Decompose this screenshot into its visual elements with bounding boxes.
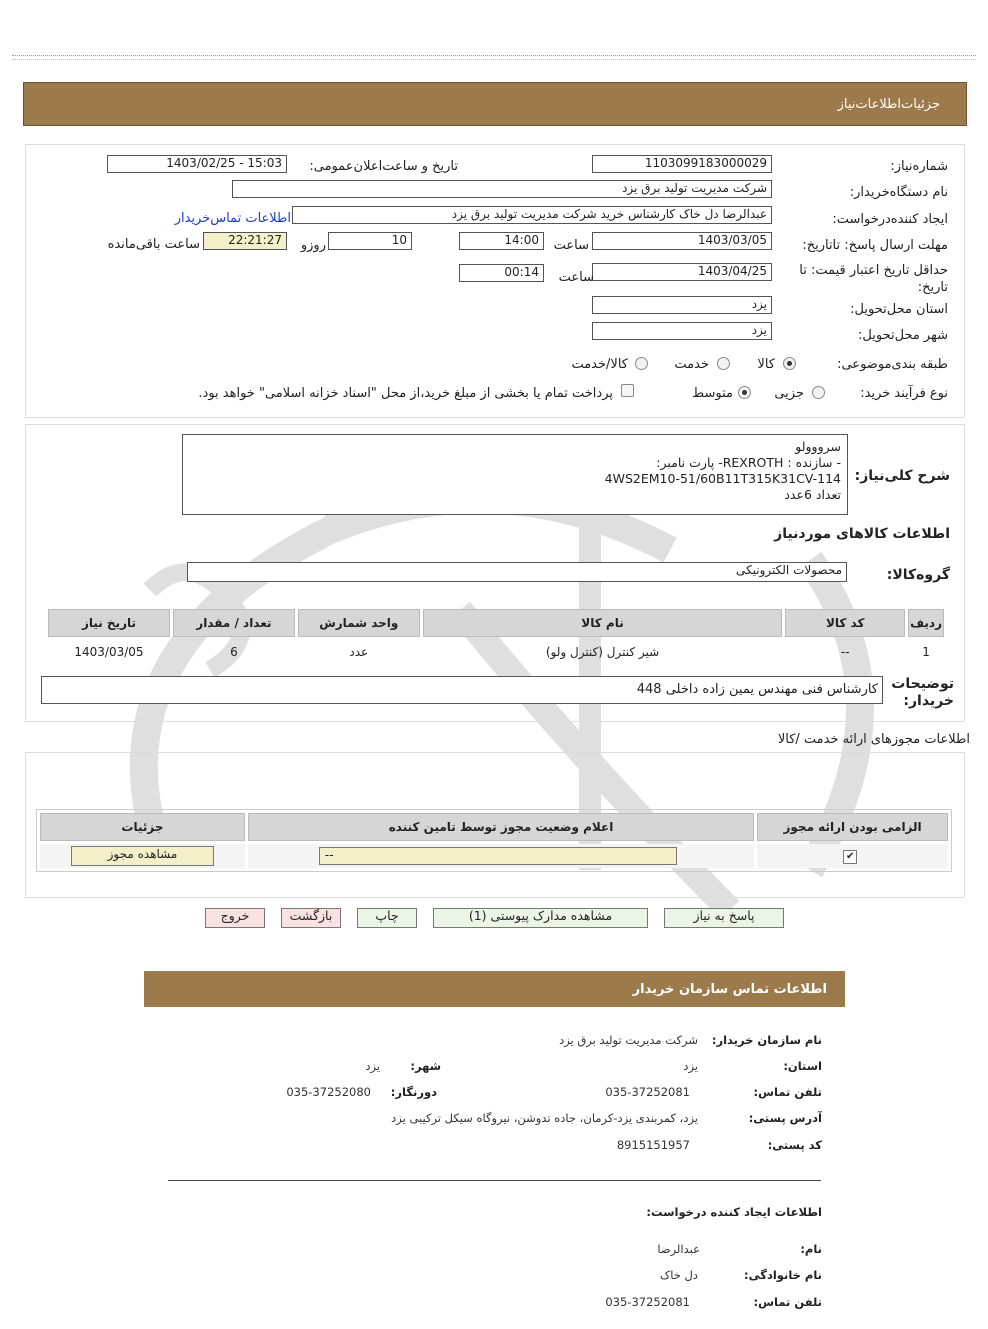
contact-title: اطلاعات تماس سازمان خریدار [632, 982, 827, 997]
goods-group-label: گروه‌کالا: [886, 567, 950, 583]
category-label: طبقه بندی‌موضوعی: [837, 357, 948, 372]
province-label: استان محل‌تحویل: [850, 302, 948, 317]
contact-buyer-link[interactable]: اطلاعات تماس‌خریدار [174, 211, 291, 226]
goods-section-title: اطلاعات کالاهای موردنیاز [774, 526, 950, 542]
creator-phone-label: تلفن تماس: [753, 1295, 822, 1309]
col-qty: تعداد / مقدار [173, 609, 295, 637]
province-value-2: یزد [683, 1059, 698, 1073]
table-row [40, 844, 948, 868]
cell-status [248, 844, 754, 868]
status-field: -- [319, 847, 677, 865]
remaining-time-field: 22:21:27 [203, 232, 287, 250]
phone-value: 035-37252081 [605, 1085, 690, 1099]
cell-required [757, 844, 948, 868]
creator-section-title: اطلاعات ایجاد کننده درخواست: [646, 1205, 822, 1219]
top-divider [12, 55, 976, 56]
required-checkbox-icon: ✔ [843, 850, 857, 864]
reply-button[interactable]: پاسخ به نیاز [664, 908, 784, 928]
cell-details [40, 844, 245, 868]
province-field: یزد [592, 296, 772, 314]
goods-table-header [48, 609, 944, 637]
goods-group-field: محصولات الکترونیکی [187, 562, 847, 582]
buyer-notes-field: کارشناس فنی مهندس یمین زاده داخلی 448 [41, 676, 883, 704]
category-radio-goods[interactable] [783, 357, 796, 370]
buyer-org-field: شرکت مدیریت تولید برق یزد [232, 180, 772, 198]
description-line: سرووولو [795, 439, 841, 454]
category-option-service: خدمت [674, 357, 709, 372]
process-option-minor: جزیی [774, 386, 804, 401]
payment-note: پرداخت تمام یا بخشی از مبلغ خرید،از محل "اسناد خزانه اسلامی" خواهد بود. [198, 386, 613, 401]
org-name-value: شرکت مدیریت تولید برق یزد [559, 1033, 698, 1047]
description-label: شرح کلی‌نیاز: [854, 468, 950, 484]
exit-button[interactable]: خروج [205, 908, 265, 928]
fax-value: 035-37252080 [286, 1085, 371, 1099]
days-label: روزو [300, 238, 326, 253]
cell-name: شیر کنترل (کنترل ولو) [545, 645, 660, 659]
city-value-2: یزد [365, 1059, 380, 1073]
first-name-label: نام: [800, 1242, 822, 1256]
col-code: کد کالا [785, 609, 905, 637]
deadline-label: مهلت ارسال پاسخ: تاتاریخ: [802, 238, 948, 253]
category-radio-service[interactable] [717, 357, 730, 370]
description-line: تعداد 6عدد [784, 487, 841, 502]
phone-label: تلفن تماس: [753, 1085, 822, 1099]
col-details: جزئیات [40, 813, 245, 841]
deadline-hour-label: ساعت [553, 238, 589, 253]
cell-code: -- [840, 645, 850, 659]
view-license-button[interactable]: مشاهده مجوز [71, 846, 214, 866]
category-option-goods: کالا [757, 357, 775, 372]
creator-field: عبدالرضا دل خاک کارشناس خرید شرکت مدیریت تولید برق یزد [292, 206, 772, 224]
col-unit: واحد شمارش [298, 609, 420, 637]
attachments-button[interactable]: مشاهده مدارک پیوستی (1) [433, 908, 648, 928]
buyer-notes-label: توضیحات خریدار: [891, 676, 954, 709]
cell-row: 1 [922, 645, 930, 659]
licenses-table-header [40, 813, 948, 841]
first-name-value: عبدالرضا [657, 1242, 700, 1256]
category-option-both: کالا/خدمت [571, 357, 628, 372]
city-field: یزد [592, 322, 772, 340]
need-number-field: 1103099183000029 [592, 155, 772, 173]
postal-value: 8915151957 [616, 1138, 690, 1152]
need-number-label: شماره‌نیاز: [890, 159, 948, 174]
process-radio-minor[interactable] [812, 386, 825, 399]
org-name-label: نام سازمان خریدار: [711, 1033, 822, 1047]
description-line: - سازنده : REXROTH- پارت نامبر: [656, 455, 841, 470]
days-field: 10 [328, 232, 412, 250]
buyer-org-label: نام دستگاه‌خریدار: [849, 185, 948, 200]
print-button[interactable]: چاپ [357, 908, 417, 928]
price-validity-label: حداقل تاریخ اعتبار قیمت: تا تاریخ: [799, 263, 948, 295]
postal-label: کد پستی: [767, 1138, 822, 1152]
last-name-label: نام خانوادگی: [744, 1268, 822, 1282]
announce-field: 1403/02/25 - 15:03 [107, 155, 287, 173]
price-validity-date-field: 1403/04/25 [592, 263, 772, 281]
city-label: شهر محل‌تحویل: [858, 328, 948, 343]
col-row: ردیف [908, 609, 944, 637]
fax-label: دورنگار: [390, 1085, 437, 1099]
description-line: 4WS2EM10-51/60B11T315K31CV-114 [604, 471, 841, 486]
top-divider-2 [12, 59, 976, 60]
process-label: نوع فرآیند خرید: [860, 386, 948, 401]
remaining-label: ساعت باقی‌مانده [107, 237, 200, 252]
contact-divider [168, 1180, 821, 1181]
col-required: الزامی بودن ارائه مجوز [757, 813, 948, 841]
announce-label: تاریخ و ساعت‌اعلان‌عمومی: [309, 159, 458, 174]
process-radio-medium[interactable] [738, 386, 751, 399]
deadline-time-field: 14:00 [459, 232, 544, 250]
city-label-2: شهر: [410, 1059, 441, 1073]
cell-date: 1403/03/05 [74, 645, 144, 659]
deadline-date-field: 1403/03/05 [592, 232, 772, 250]
licenses-title: اطلاعات مجوزهای ارائه خدمت /کالا [777, 732, 970, 747]
back-button[interactable]: بازگشت [281, 908, 341, 928]
process-option-medium: متوسط [692, 386, 733, 401]
cell-unit: عدد [349, 645, 369, 659]
address-value: یزد، کمربندی یزد-کرمان، جاده تدوشن، نیروگاه سیکل ترکیبی یزد [391, 1111, 698, 1125]
col-status: اعلام وضعیت مجوز توسط تامین کننده [248, 813, 754, 841]
price-validity-hour-label: ساعت [558, 270, 594, 285]
creator-phone-value: 035-37252081 [605, 1295, 690, 1309]
treasury-payment-checkbox[interactable] [621, 384, 634, 397]
page-header [23, 82, 967, 126]
province-label-2: استان: [783, 1059, 822, 1073]
page-title: جزئیات‌اطلاعات‌نیاز [837, 97, 940, 112]
description-box [182, 434, 848, 515]
price-validity-time-field: 00:14 [459, 264, 544, 282]
creator-label: ایجاد کننده‌درخواست: [832, 212, 948, 227]
address-label: آدرس پستی: [748, 1111, 822, 1125]
cell-qty: 6 [230, 645, 238, 659]
contact-header [144, 971, 845, 1007]
table-row [48, 640, 944, 664]
last-name-value: دل خاک [659, 1268, 698, 1282]
col-date: تاریخ نیاز [48, 609, 170, 637]
goods-table [45, 606, 947, 667]
col-name: نام کالا [423, 609, 783, 637]
licenses-table [36, 809, 952, 872]
category-radio-both[interactable] [635, 357, 648, 370]
